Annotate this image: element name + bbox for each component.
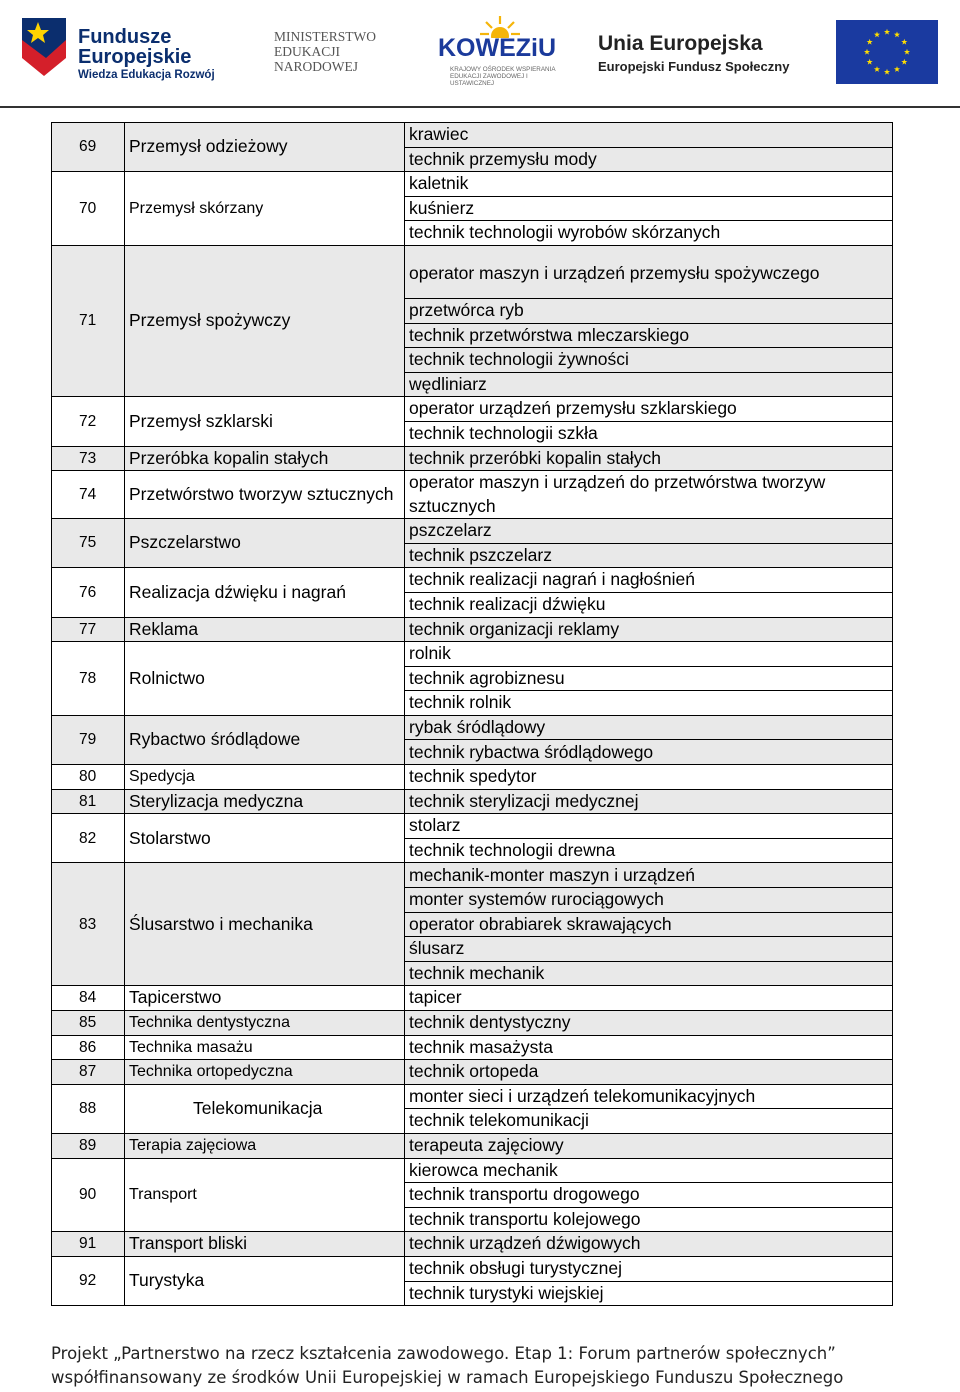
kowez-logo [436, 16, 570, 86]
qualification-area: Technika dentystyczna [125, 1011, 405, 1036]
profession: technik turystyki wiejskiej [405, 1281, 893, 1306]
men-line2: EDUKACJI [274, 43, 340, 59]
qualification-area: Rybactwo śródlądowe [125, 715, 405, 764]
qualification-area: Reklama [125, 617, 405, 642]
kowez-title: KOWEZiU [438, 34, 557, 62]
row-number: 81 [52, 789, 125, 814]
row-number: 69 [52, 123, 125, 172]
table-row [52, 446, 893, 471]
eu-flag-icon [836, 20, 938, 84]
profession: technik przetwórstwa mleczarskiego [405, 323, 893, 348]
page-header [0, 0, 960, 108]
profession: technik spedytor [405, 765, 893, 790]
row-number: 86 [52, 1035, 125, 1060]
profession: technik technologii wyrobów skórzanych [405, 221, 893, 246]
table-row [52, 1084, 893, 1109]
professions-table [51, 122, 893, 1306]
table-row [52, 1011, 893, 1036]
row-number: 82 [52, 814, 125, 863]
profession: technik technologii żywności [405, 348, 893, 373]
qualification-area: Telekomunikacja [125, 1084, 405, 1133]
table-row [52, 519, 893, 544]
table-row [52, 642, 893, 667]
table-row [52, 814, 893, 839]
qualification-area: Spedycja [125, 765, 405, 790]
row-number: 70 [52, 172, 125, 246]
profession: technik dentystyczny [405, 1011, 893, 1036]
table-row [52, 863, 893, 888]
ue-line1: Unia Europejska [598, 32, 763, 55]
profession: technik masażysta [405, 1035, 893, 1060]
fundusze-europejskie-logo-icon [22, 18, 66, 84]
profession: stolarz [405, 814, 893, 839]
row-number: 73 [52, 446, 125, 471]
profession: technik transportu drogowego [405, 1183, 893, 1208]
table-row [52, 617, 893, 642]
row-number: 80 [52, 765, 125, 790]
profession: operator obrabiarek skrawających [405, 912, 893, 937]
unia-europejska-text [598, 32, 789, 74]
row-number: 89 [52, 1133, 125, 1158]
table-row [52, 1035, 893, 1060]
profession: rybak śródlądowy [405, 715, 893, 740]
row-number: 83 [52, 863, 125, 986]
profession: technik pszczelarz [405, 543, 893, 568]
table-row [52, 123, 893, 148]
qualification-area: Transport bliski [125, 1232, 405, 1257]
profession: technik technologii drewna [405, 838, 893, 863]
header-divider [0, 106, 960, 108]
table-row [52, 1060, 893, 1085]
profession: kierowca mechanik [405, 1158, 893, 1183]
fe-line2: Europejskie [78, 46, 192, 68]
qualification-area: Turystyka [125, 1256, 405, 1305]
qualification-area: Przeróbka kopalin stałych [125, 446, 405, 471]
table-row [52, 789, 893, 814]
qualification-area: Transport [125, 1158, 405, 1232]
row-number: 71 [52, 245, 125, 396]
men-line1: MINISTERSTWO [274, 29, 376, 44]
row-number: 78 [52, 642, 125, 716]
table-row [52, 765, 893, 790]
fe-line3: Wiedza Edukacja Rozwój [78, 69, 215, 81]
row-number: 88 [52, 1084, 125, 1133]
profession: technik technologii szkła [405, 421, 893, 446]
row-number: 87 [52, 1060, 125, 1085]
table-row [52, 1232, 893, 1257]
profession: tapicer [405, 986, 893, 1011]
profession: technik realizacji dźwięku [405, 592, 893, 617]
profession: technik sterylizacji medycznej [405, 789, 893, 814]
qualification-area: Przetwórstwo tworzyw sztucznych [125, 471, 405, 519]
profession: przetwórca ryb [405, 299, 893, 324]
profession: technik telekomunikacji [405, 1109, 893, 1134]
qualification-area: Przemysł skórzany [125, 172, 405, 246]
qualification-area: Realizacja dźwięku i nagrań [125, 568, 405, 617]
qualification-area: Rolnictwo [125, 642, 405, 716]
fundusze-europejskie-text [78, 27, 215, 82]
kowez-subtitle: KRAJOWY OŚRODEK WSPIERANIA EDUKACJI ZAWODOWEJ I USTAWICZNEJ [450, 66, 556, 88]
profession: operator urządzeń przemysłu szklarskiego [405, 397, 893, 422]
profession: monter systemów rurociągowych [405, 888, 893, 913]
ministerstwo-logo [270, 30, 400, 75]
table-row [52, 172, 893, 197]
profession: technik mechanik [405, 961, 893, 986]
profession: operator maszyn i urządzeń do przetwórstwa tworzyw sztucznych [405, 471, 893, 519]
qualification-area: Technika ortopedyczna [125, 1060, 405, 1085]
table-row [52, 1256, 893, 1281]
fe-line1: Fundusze [78, 26, 172, 48]
qualification-area: Terapia zajęciowa [125, 1133, 405, 1158]
row-number: 77 [52, 617, 125, 642]
qualification-area: Przemysł spożywczy [125, 245, 405, 396]
profession: krawiec [405, 123, 893, 148]
profession: technik transportu kolejowego [405, 1207, 893, 1232]
profession: ślusarz [405, 937, 893, 962]
table-row [52, 1133, 893, 1158]
row-number: 90 [52, 1158, 125, 1232]
profession: mechanik-monter maszyn i urządzeń [405, 863, 893, 888]
row-number: 76 [52, 568, 125, 617]
table-row [52, 568, 893, 593]
profession: kuśnierz [405, 196, 893, 221]
profession: terapeuta zajęciowy [405, 1133, 893, 1158]
table-row [52, 1158, 893, 1183]
ue-line2: Europejski Fundusz Społeczny [598, 59, 790, 74]
table-row [52, 715, 893, 740]
table-row [52, 397, 893, 422]
qualification-area: Przemysł odzieżowy [125, 123, 405, 172]
men-line3: NARODOWEJ [274, 58, 358, 74]
row-number: 91 [52, 1232, 125, 1257]
qualification-area: Tapicerstwo [125, 986, 405, 1011]
footer-line2: współfinansowany ze środków Unii Europejskiej w ramach Europejskiego Funduszu Społecznego [51, 1368, 844, 1387]
row-number: 75 [52, 519, 125, 568]
page-footer [51, 1342, 843, 1390]
profession: monter sieci i urządzeń telekomunikacyjnych [405, 1084, 893, 1109]
row-number: 79 [52, 715, 125, 764]
qualification-area: Stolarstwo [125, 814, 405, 863]
row-number: 74 [52, 471, 125, 519]
profession: technik rybactwa śródlądowego [405, 740, 893, 765]
profession: technik organizacji reklamy [405, 617, 893, 642]
profession: wędliniarz [405, 372, 893, 397]
qualification-area: Ślusarstwo i mechanika [125, 863, 405, 986]
profession: kaletnik [405, 172, 893, 197]
profession: technik agrobiznesu [405, 666, 893, 691]
row-number: 72 [52, 397, 125, 446]
qualification-area: Sterylizacja medyczna [125, 789, 405, 814]
profession: pszczelarz [405, 519, 893, 544]
profession: technik urządzeń dźwigowych [405, 1232, 893, 1257]
profession: operator maszyn i urządzeń przemysłu spożywczego [405, 245, 893, 298]
profession: technik realizacji nagrań i nagłośnień [405, 568, 893, 593]
footer-line1: Projekt „Partnerstwo na rzecz kształcenia zawodowego. Etap 1: Forum partnerów społecznych” [51, 1344, 836, 1363]
qualification-area: Przemysł szklarski [125, 397, 405, 446]
profession: technik przemysłu mody [405, 147, 893, 172]
profession: technik obsługi turystycznej [405, 1256, 893, 1281]
row-number: 85 [52, 1011, 125, 1036]
row-number: 92 [52, 1256, 125, 1305]
profession: technik ortopeda [405, 1060, 893, 1085]
row-number: 84 [52, 986, 125, 1011]
table-row [52, 471, 893, 519]
qualification-area: Technika masażu [125, 1035, 405, 1060]
table-row [52, 245, 893, 298]
profession: technik przeróbki kopalin stałych [405, 446, 893, 471]
profession: technik rolnik [405, 691, 893, 716]
table-row [52, 986, 893, 1011]
qualification-area: Pszczelarstwo [125, 519, 405, 568]
profession: rolnik [405, 642, 893, 667]
